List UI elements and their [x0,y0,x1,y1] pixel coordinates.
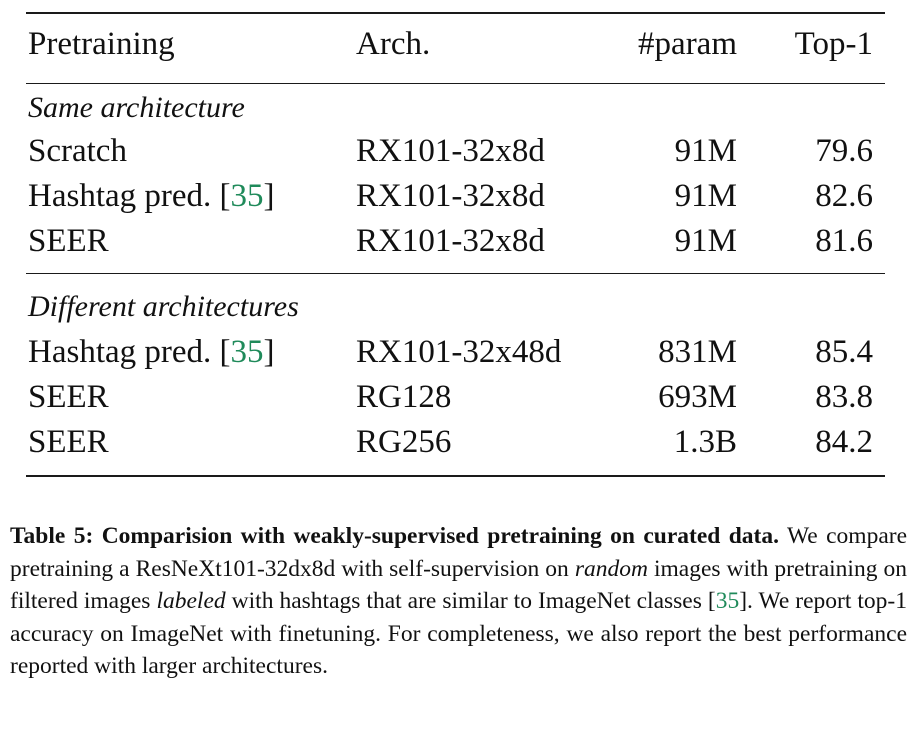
table-caption: Table 5: Comparision with weakly-supervised pretraining on curated data. We compare pretraining a ResNeXt101-32dx8d with self-supervision on random images with pretraining on filtered images labeled with hashtags that are similar to ImageNet classes [35]. We report top-1 accuracy on ImageNet with finetuning. For completeness, we also report the best performance reported with larger architectures. [10,523,908,679]
row-arch: RG128 [356,379,452,415]
section-title: Same architecture [28,91,245,124]
header-param: #param [638,26,737,62]
row-arch: RX101-32x8d [356,133,545,169]
citation-link[interactable]: 35 [230,178,264,214]
header-arch: Arch. [356,26,431,62]
row-arch: RX101-32x8d [356,223,545,259]
row-param: 91M [674,133,737,169]
row-pretraining: Scratch [28,133,127,169]
row-top1: 79.6 [815,133,873,169]
row-pretraining: SEER [28,424,109,460]
header-top1: Top-1 [794,26,873,62]
row-param: 91M [674,223,737,259]
citation-link[interactable]: 35 [715,588,740,614]
top-rule [26,12,885,14]
row-pretraining: Hashtag pred. [35] [28,334,275,370]
bottom-rule [26,475,885,477]
row-top1: 82.6 [815,178,873,214]
citation-link[interactable]: 35 [230,334,264,370]
section-rule [26,273,885,274]
row-arch: RX101-32x8d [356,178,545,214]
row-top1: 83.8 [815,379,873,415]
row-top1: 85.4 [815,334,873,370]
caption-label: Table 5: [10,523,94,549]
row-pretraining: Hashtag pred. [35] [28,178,275,214]
row-arch: RX101-32x48d [356,334,562,370]
row-param: 1.3B [673,424,737,460]
header-pretraining: Pretraining [28,26,175,62]
row-arch: RG256 [356,424,452,460]
row-pretraining: SEER [28,223,109,259]
row-pretraining: SEER [28,379,109,415]
row-top1: 84.2 [815,424,873,460]
caption-title: Comparision with weakly-supervised pretraining on curated data. [101,523,780,549]
section-title: Different architectures [28,290,299,323]
row-param: 91M [674,178,737,214]
row-param: 693M [658,379,737,415]
row-param: 831M [658,334,737,370]
header-rule [26,83,885,84]
row-top1: 81.6 [815,223,873,259]
